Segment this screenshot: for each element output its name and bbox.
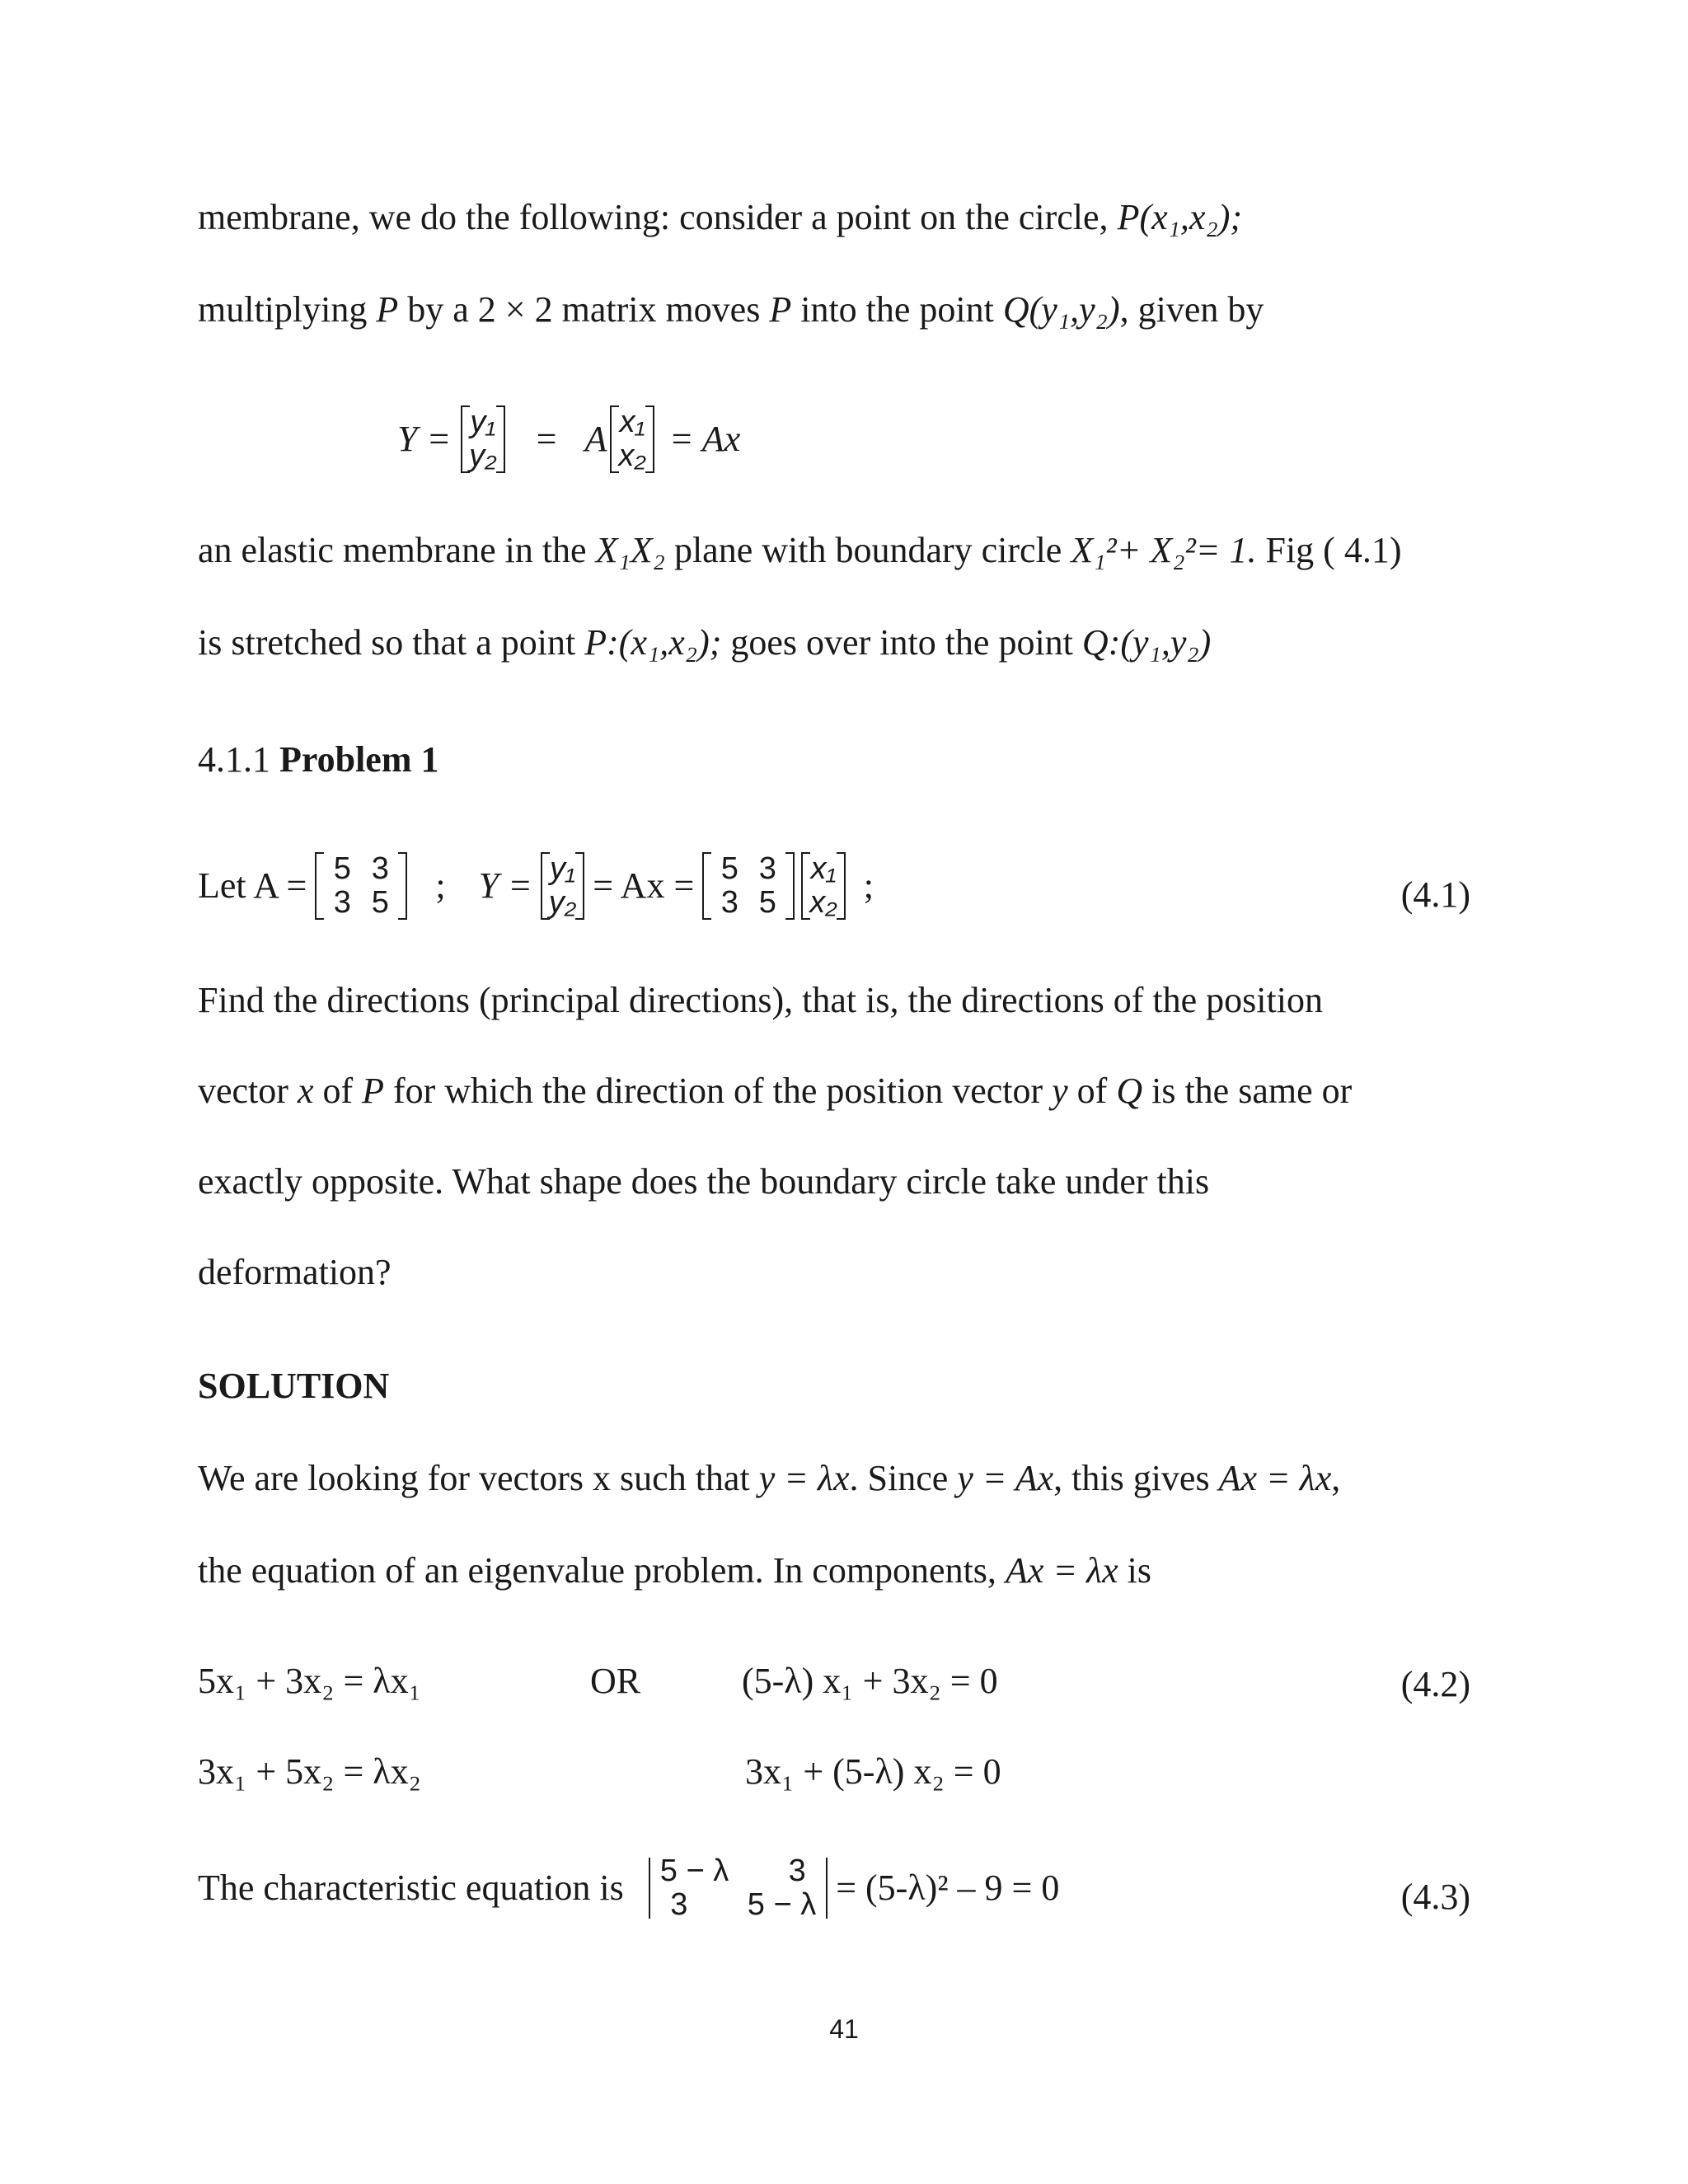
display-equation	[397, 405, 740, 473]
math-coords: (y₁,y₂)	[1029, 289, 1120, 330]
text-run: . Since	[849, 1458, 958, 1498]
text-run: an elastic membrane in the	[198, 530, 596, 570]
matrix-cell: x₁	[619, 405, 645, 439]
text-run: by a 2 × 2 matrix moves	[398, 289, 770, 330]
paragraph-line	[198, 1073, 1352, 1109]
math-expr: Ax = λx	[1218, 1458, 1332, 1498]
text-run: , given by	[1119, 289, 1264, 330]
equals-sign: =	[536, 419, 557, 460]
math-circle: X₁²+ X₂²= 1.	[1071, 530, 1257, 570]
math-var: P	[1117, 197, 1140, 237]
text-run: multiplying	[198, 289, 377, 330]
matrix-cell: 3	[758, 851, 776, 886]
matrix-cell: 5	[758, 885, 776, 921]
math-lhs: Y =	[478, 865, 532, 907]
math-expr: Ax = λx	[1005, 1550, 1118, 1591]
text-line	[198, 1460, 1340, 1497]
equation-4-2-right-2: 3x₁ + (5-λ) x₂ = 0	[745, 1751, 1001, 1792]
text-run: for which the direction of the position vector	[384, 1071, 1053, 1111]
matrix-cell: x₁	[810, 851, 837, 886]
text-line	[198, 1550, 1151, 1591]
equation-4-2-right-1: (5-λ) x₁ + 3x₂ = 0	[742, 1661, 998, 1701]
matrix-cell: y₂	[548, 885, 577, 921]
math-var: P	[769, 289, 792, 330]
math-coords: :(y₁,y₂)	[1108, 622, 1212, 663]
text-run: is	[1118, 1550, 1151, 1591]
x-vector	[801, 852, 846, 920]
equation-number: (4.2)	[1400, 1664, 1470, 1704]
text-run: is stretched so that a point	[198, 622, 585, 663]
text-run: , this gives	[1053, 1458, 1219, 1498]
math-var: Q	[1002, 289, 1029, 330]
text-run: goes over into the point	[721, 622, 1082, 663]
math-expr: y = Ax	[957, 1458, 1054, 1498]
equation-number: (4.3)	[1400, 1877, 1470, 1917]
text-run: is the same or	[1142, 1071, 1353, 1111]
text-run: vector	[198, 1071, 298, 1111]
matrix-cell: y₂	[469, 438, 497, 474]
problem-title: Problem 1	[279, 739, 439, 780]
matrix-cell: y₁	[470, 405, 496, 439]
equation-4-2-left-1: 5x₁ + 3x₂ = λx₁	[198, 1661, 421, 1701]
matrix-cell: 5	[720, 851, 738, 886]
matrix-a	[702, 852, 795, 920]
equation-4-2-left-2: 3x₁ + 5x₂ = λx₂	[198, 1751, 421, 1792]
math-rhs: = Ax	[668, 419, 741, 460]
math-var: x	[297, 1071, 314, 1111]
matrix-cell: 5 − λ	[659, 1854, 729, 1888]
text-run: the equation of an eigenvalue problem. In components,	[198, 1550, 1006, 1591]
problem-heading	[198, 739, 439, 780]
paragraph-line: exactly opposite. What shape does the boundary circle take under this	[198, 1161, 1210, 1202]
math-var: Q	[1116, 1071, 1143, 1111]
math-var: P	[362, 1071, 385, 1111]
x-vector	[610, 405, 654, 473]
equation-4-3	[198, 1854, 1059, 1922]
math-expr: y = λx	[758, 1458, 850, 1498]
math-lhs: Y =	[397, 419, 452, 460]
problem-number: 4.1.1	[198, 739, 279, 780]
matrix-cell: x₂	[809, 885, 837, 921]
math-var: X₁X₂	[595, 530, 665, 570]
text-line	[198, 532, 1401, 569]
math-coords: :(x₁,x₂);	[607, 622, 722, 663]
text-run: The characteristic equation is	[198, 1868, 624, 1909]
text-run: ,	[1331, 1458, 1341, 1498]
equation-4-1	[198, 852, 874, 920]
paragraph-line: Find the directions (principal directions), that is, the directions of the position	[198, 980, 1323, 1020]
matrix-cell: 3	[720, 885, 738, 921]
matrix-cell: x₂	[618, 438, 646, 474]
matrix-cell: 5	[333, 851, 351, 886]
text-run: plane with boundary circle	[664, 530, 1071, 570]
text-run: Fig ( 4.1)	[1256, 530, 1402, 570]
y-vector	[461, 405, 505, 473]
math-var: Q	[1081, 622, 1109, 663]
text-line	[198, 199, 1242, 236]
text-run: of	[1067, 1071, 1117, 1111]
matrix-cell: 3	[371, 851, 389, 886]
matrix-cell: 3	[670, 1887, 688, 1923]
matrix-cell: 5	[371, 885, 389, 921]
math-var: y	[1052, 1071, 1068, 1111]
text-line	[198, 289, 1264, 330]
math-text: = Ax =	[593, 865, 695, 907]
math-var: P	[584, 622, 607, 663]
math-label: Let A =	[198, 865, 307, 907]
matrix-cell: y₁	[550, 851, 576, 886]
math-var: A	[584, 419, 607, 460]
equation-or: OR	[590, 1661, 641, 1701]
separator: ;	[435, 865, 446, 907]
separator: ;	[863, 865, 874, 907]
text-run: into the point	[791, 289, 1003, 330]
equation-number: (4.1)	[1400, 874, 1470, 915]
text-line	[198, 622, 1212, 663]
math-var: P	[376, 289, 399, 330]
y-vector	[541, 852, 585, 920]
matrix-cell: 5 − λ	[747, 1887, 817, 1923]
determinant	[649, 1854, 828, 1922]
text-run: of	[313, 1071, 363, 1111]
matrix-cell: 3	[788, 1854, 806, 1888]
paragraph-line: deformation?	[198, 1252, 392, 1292]
text-run: We are looking for vectors x such that	[198, 1458, 759, 1498]
page-number: 41	[829, 2014, 859, 2044]
math-rhs: = (5-λ)² – 9 = 0	[836, 1868, 1060, 1909]
text-run: membrane, we do the following: consider a point on the circle,	[198, 197, 1118, 237]
matrix-a	[315, 852, 407, 920]
math-coords: (x₁,x₂);	[1139, 197, 1243, 237]
matrix-cell: 3	[333, 885, 351, 921]
solution-heading: SOLUTION	[198, 1366, 390, 1406]
